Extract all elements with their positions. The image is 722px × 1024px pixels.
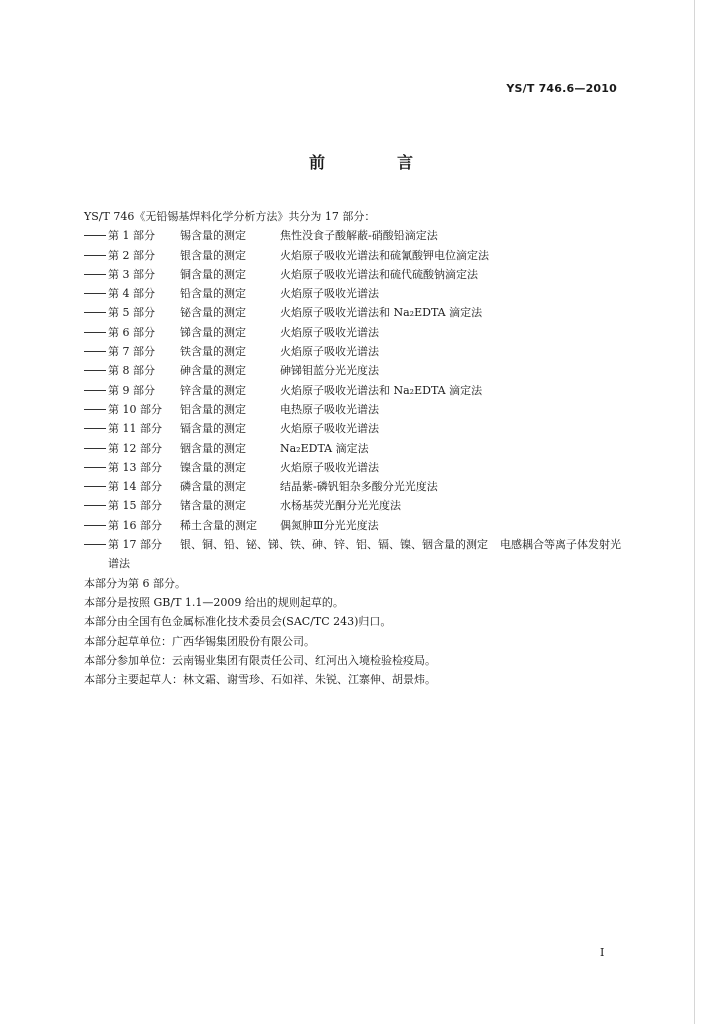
em-dash-divider (84, 428, 106, 438)
part-method: 火焰原子吸收光谱法 (280, 422, 379, 436)
part-number: 第 1 部分 (108, 229, 155, 243)
part-method: 焦性没食子酸解蔽-硝酸铅滴定法 (280, 229, 438, 243)
part-item (84, 458, 644, 477)
part-element: 银含量的测定 (180, 248, 246, 262)
part-item (84, 535, 644, 554)
part-method: 偶氮胂Ⅲ分光光度法 (280, 518, 379, 532)
part-method: 火焰原子吸收光谱法 (280, 325, 379, 339)
closing-line: 本部分参加单位：云南锡业集团有限责任公司、红河出入境检验检疫局。 (84, 653, 436, 667)
intro-line: YS/T 746《无铅锡基焊料化学分析方法》共分为 17 部分： (84, 210, 376, 223)
part-element: 铁含量的测定 (180, 345, 246, 359)
part-method: 火焰原子吸收光谱法和硫氰酸钾电位滴定法 (280, 248, 489, 262)
part-item (84, 439, 644, 458)
part-number: 第 13 部分 (108, 460, 162, 474)
part-number: 第 5 部分 (108, 306, 155, 320)
closing-line: 本部分主要起草人：林文霜、谢雪珍、石如祥、朱锐、江寨伸、胡景炜。 (84, 673, 436, 687)
part-number: 第 17 部分 (108, 538, 162, 552)
part-item (84, 284, 644, 303)
part-element: 锗含量的测定 (180, 499, 246, 513)
part-element: 磷含量的测定 (180, 480, 246, 494)
part-element: 铟含量的测定 (180, 441, 246, 455)
part-method: 火焰原子吸收光谱法和硫代硫酸钠滴定法 (280, 267, 478, 281)
em-dash-divider (84, 390, 106, 400)
part-item (84, 361, 644, 380)
part-item (84, 516, 644, 535)
part-item (84, 419, 644, 438)
part-number: 第 8 部分 (108, 364, 155, 378)
part-element: 稀土含量的测定 (180, 518, 257, 532)
part-item (84, 226, 644, 245)
part-element: 锌含量的测定 (180, 383, 246, 397)
part-number: 第 6 部分 (108, 325, 155, 339)
part-number: 第 12 部分 (108, 441, 162, 455)
em-dash-divider (84, 235, 106, 245)
em-dash-divider (84, 370, 106, 380)
part-number: 第 10 部分 (108, 402, 162, 416)
closing-line: 本部分起草单位：广西华锡集团股份有限公司。 (84, 634, 315, 648)
part-number: 第 2 部分 (108, 248, 155, 262)
em-dash-divider (84, 312, 106, 322)
part-item (84, 381, 644, 400)
em-dash-divider (84, 274, 106, 284)
part-element: 砷含量的测定 (180, 364, 246, 378)
standard-code: YS/T 746.6—2010 (506, 82, 617, 95)
part-item (84, 265, 644, 284)
part-item (84, 477, 644, 496)
part-method: 电感耦合等离子体发射光 (500, 538, 621, 552)
parts-list (84, 226, 644, 554)
part-number: 第 14 部分 (108, 480, 162, 494)
part-method: 火焰原子吸收光谱法和 Na₂EDTA 滴定法 (280, 306, 483, 320)
part-element: 镍含量的测定 (180, 460, 246, 474)
em-dash-divider (84, 293, 106, 303)
part-item (84, 323, 644, 342)
em-dash-divider (84, 544, 106, 554)
em-dash-divider (84, 505, 106, 515)
closing-line: 本部分是按照 GB/T 1.1—2009 给出的规则起草的。 (84, 595, 344, 609)
part-item (84, 246, 644, 265)
em-dash-divider (84, 409, 106, 419)
part-number: 第 9 部分 (108, 383, 155, 397)
part-number: 第 15 部分 (108, 499, 162, 513)
part-method: 火焰原子吸收光谱法和 Na₂EDTA 滴定法 (280, 383, 483, 397)
part-method: Na₂EDTA 滴定法 (280, 441, 369, 455)
part-number: 第 7 部分 (108, 345, 155, 359)
em-dash-divider (84, 351, 106, 361)
part-method: 火焰原子吸收光谱法 (280, 287, 379, 301)
em-dash-divider (84, 448, 106, 458)
em-dash-divider (84, 525, 106, 535)
em-dash-divider (84, 332, 106, 342)
part-method: 火焰原子吸收光谱法 (280, 460, 379, 474)
em-dash-divider (84, 255, 106, 265)
part-item (84, 342, 644, 361)
part-element: 铋含量的测定 (180, 306, 246, 320)
closing-line: 本部分由全国有色金属标准化技术委员会(SAC/TC 243)归口。 (84, 615, 392, 629)
part-element: 镉含量的测定 (180, 422, 246, 436)
part-number: 第 16 部分 (108, 518, 162, 532)
page-title: 前 言 (308, 153, 441, 172)
part-element: 银、铜、铅、铋、锑、铁、砷、锌、铝、镉、镍、铟含量的测定 (180, 538, 488, 552)
em-dash-divider (84, 467, 106, 477)
part-method: 火焰原子吸收光谱法 (280, 345, 379, 359)
part-number: 第 11 部分 (108, 422, 162, 436)
part-method: 水杨基荧光酮分光光度法 (280, 499, 401, 513)
part-element: 锡含量的测定 (180, 229, 246, 243)
part-17-continuation: 谱法 (108, 557, 130, 571)
part-method: 结晶紫-磷钒钼杂多酸分光光度法 (280, 480, 438, 494)
em-dash-divider (84, 486, 106, 496)
part-number: 第 3 部分 (108, 267, 155, 281)
part-method: 砷锑钼蓝分光光度法 (280, 364, 379, 378)
part-element: 铅含量的测定 (180, 287, 246, 301)
part-method: 电热原子吸收光谱法 (280, 402, 379, 416)
closing-line: 本部分为第 6 部分。 (84, 576, 186, 590)
part-element: 锑含量的测定 (180, 325, 246, 339)
closing-list (84, 574, 644, 690)
part-element: 铜含量的测定 (180, 267, 246, 281)
part-number: 第 4 部分 (108, 287, 155, 301)
part-item (84, 303, 644, 322)
part-item (84, 496, 644, 515)
part-item (84, 400, 644, 419)
part-element: 铝含量的测定 (180, 402, 246, 416)
foreword-body (84, 207, 644, 689)
page-number: I (600, 946, 605, 959)
